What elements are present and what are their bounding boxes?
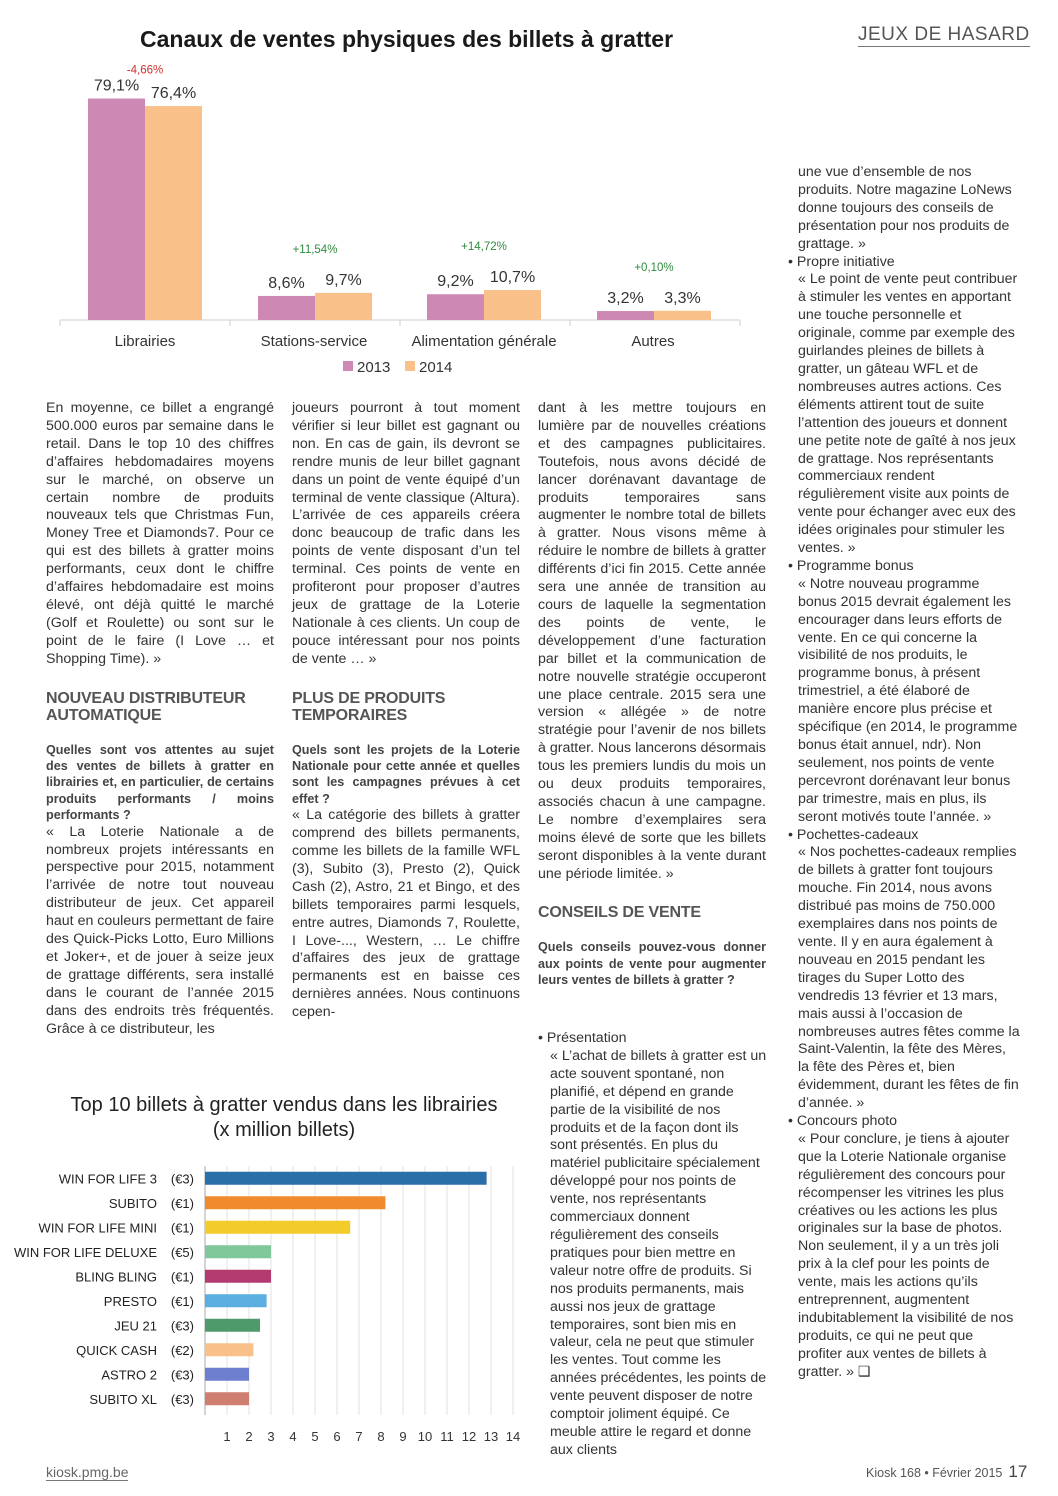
bullet-heading: • Programme bonus <box>788 557 914 574</box>
data-label-2013: 8,6% <box>268 274 305 292</box>
bullet-text: « L’achat de billets à gratter est un acte souvent spontané, non planifié, et dépend en grande partie de la visibilité de nos produits et de la façon dont ils sont présentés. En plus du matériel publicitaire spécialement développé pour nos points de vente, nos représentants commerciaux donnent régulièrement des conseils pratiques pour bien mettre en valeur notre offre de produits. Si nos produits permanents, mais aussi nos jeux de grattage temporaires, sont bien mis en valeur, cela ne peut que stimuler les ventes. Tout comme les années précédentes, les points de vente peuvent disposer de notre comptoir joliment équipé. Ce meuble attire le regard et donne aux clients <box>550 1047 767 1458</box>
bullet-heading: • Pochettes-cadeaux <box>788 826 919 843</box>
paragraph: dant à les mettre toujours en lumière par de nouvelles créations et des campagnes publicitaires. Toutefois, nous avons décidé de lancer dorénavant davantage de produits temporaires sans augmenter le nombre total de billets à gratter. Nous visons même à réduire le nombre de billets à gratter différents d’ici fin 2015. Cette année sera une année de transition au cours de laquelle la segmentation des points de vente, le développement d’une facturation par billet et la communication de notre nouvelle stratégie occuperont une place centrale. 2015 sera une version « allégée » de notre stratégie pour l’avenir de nos billets à gratter. Nous lancerons désormais tous les premiers lundis du mois un ou deux produits temporaires, associés chacun à une campagne. Le nombre d’exemplaires sera moins élevé de sorte que les billets seront disponibles à la vente durant une période limitée. » <box>538 400 766 882</box>
article-column-3-bullets <box>538 1030 768 1460</box>
bar-2014 <box>484 290 541 320</box>
bullet-text: « Le point de vente peut contribuer à stimuler les ventes en apportant une touche personnelle et originale, comme par exemple des guirlandes pleines de billets à gratter, un gâteau WFL et de nombreuses autres actions. Ces éléments attirent tout de suite l’attention des joueurs et donnent une petite note de gaîté à nos jeux de grattage. Nos représentants commerciaux rendent régulièrement visite aux points de vente pour échanger avec eux des idées originales pour stimuler les ventes. » <box>798 271 1018 557</box>
ticket-bar <box>205 1343 253 1356</box>
footer-site-link[interactable]: kiosk.pmg.be <box>46 1464 129 1480</box>
ticket-bar <box>205 1319 260 1332</box>
ticket-name-label: QUICK CASH <box>76 1342 157 1358</box>
change-label: -4,66% <box>126 64 164 77</box>
legend-swatch-2013 <box>343 361 353 371</box>
x-tick-label: 13 <box>483 1429 499 1444</box>
ticket-name-label: BLING BLING <box>75 1269 157 1285</box>
chart-title-line: (x million billets) <box>212 1119 356 1141</box>
change-label: +11,54% <box>292 243 338 256</box>
article-column-4 <box>788 164 1020 1382</box>
x-tick-label: 4 <box>289 1429 297 1444</box>
data-label-2013: 9,2% <box>437 273 474 291</box>
ticket-bar <box>205 1270 271 1283</box>
ticket-name-label: JEU 21 <box>114 1318 157 1334</box>
bar-2014 <box>315 293 372 320</box>
section-heading: NOUVEAU DISTRIBUTEUR AUTOMATIQUE <box>46 689 246 724</box>
ticket-name-label: WIN FOR LIFE 3 <box>58 1171 157 1187</box>
legend-label-2013: 2013 <box>357 359 391 376</box>
bar-2013 <box>597 311 654 320</box>
paragraph: « La catégorie des billets à gratter comprend des billets permanents, comme les billets de la famille WFL (3), Subito (3), Presto (2), Quick Cash (2), Astro, 21 et Bingo, et des billets temporaires parmi lesquels, entre autres, Diamonds 7, Roulette, I Love-..., Western, … Le chiffre d’affaires des jeux de grattage permanents est en baisse ces dernières années. Nous continuons cepen- <box>292 807 520 1021</box>
ticket-bar <box>205 1368 249 1381</box>
ticket-name-label: WIN FOR LIFE DELUXE <box>13 1244 157 1260</box>
bullet-heading: • Propre initiative <box>788 253 895 270</box>
chart-title-line: Top 10 billets à gratter vendus dans les librairies <box>70 1094 498 1116</box>
ticket-price-label: (€1) <box>170 1293 194 1309</box>
paragraph: En moyenne, ce billet a engrangé 500.000 euros par semaine dans le retail. Dans le top 10 des chiffres d’affaires hebdomadaires moyens sur le marché, on observe un certain nombre de produits nouveaux tels que Christmas Fun, Money Tree et Diamonds7. Pour ce qui est des billets à gratter moins performants, ceux dont le chiffre d’affaires hebdomadaire est moins élevé, ont déjà quitté le marché (Golf et Roulette) ou sont sur le point de le faire (I Love … et Shopping Time). » <box>46 400 274 667</box>
interview-question: Quels conseils pouvez-vous donner aux points de vente pour augmenter leurs ventes de billets à gratter ? <box>538 940 766 988</box>
ticket-price-label: (€2) <box>170 1342 194 1358</box>
ticket-bar <box>205 1245 271 1258</box>
ticket-bar <box>205 1294 267 1307</box>
interview-question: Quels sont les projets de la Loterie Nationale pour cette année et quelles sont les campagnes prévues à cet effet ? <box>292 742 520 806</box>
article-column-3 <box>538 400 766 989</box>
ticket-price-label: (€1) <box>170 1195 194 1211</box>
x-tick-label: 10 <box>417 1429 433 1444</box>
sales-channel-chart <box>0 40 760 390</box>
section-tag: JEUX DE HASARD <box>858 24 1030 45</box>
top10-tickets-chart <box>0 1080 525 1450</box>
x-tick-label: 2 <box>245 1429 253 1444</box>
paragraph: joueurs pourront à tout moment vérifier si leur billet est gagnant ou non. En cas de gain, ils devront se rendre munis de leur billet gagnant dans un point de vente équipé d’un terminal de vente classique (Altura). L’arrivée de ces appareils créera donc beaucoup de trafic dans les points de vente disposant d’un tel terminal. Ces points de vente en profiteront pour proposer d’autres jeux de grattage de la Loterie Nationale à ces clients. Un coup de pouce intéressant pour nos points de vente … » <box>292 400 520 667</box>
ticket-name-label: PRESTO <box>103 1293 157 1309</box>
ticket-name-label: WIN FOR LIFE MINI <box>38 1220 157 1236</box>
ticket-name-label: SUBITO <box>108 1195 157 1211</box>
x-tick-label: 6 <box>333 1429 341 1444</box>
ticket-name-label: ASTRO 2 <box>101 1367 157 1383</box>
ticket-bar <box>205 1221 350 1234</box>
ticket-price-label: (€3) <box>170 1171 194 1187</box>
footer-issue <box>866 1462 1027 1482</box>
ticket-bar <box>205 1392 249 1405</box>
x-tick-label: 5 <box>311 1429 319 1444</box>
x-tick-label: 11 <box>440 1429 454 1444</box>
bar-2013 <box>258 296 315 320</box>
bullet-heading: • Présentation <box>538 1030 627 1046</box>
ticket-price-label: (€3) <box>170 1318 194 1334</box>
category-label: Alimentation générale <box>411 333 557 350</box>
data-label-2013: 3,2% <box>607 290 644 308</box>
article-column-1 <box>46 400 274 1039</box>
page-number: 17 <box>1008 1462 1028 1481</box>
change-label: +14,72% <box>461 241 507 254</box>
x-tick-label: 9 <box>399 1429 407 1444</box>
data-label-2014: 3,3% <box>664 289 701 307</box>
ticket-name-label: SUBITO XL <box>89 1391 157 1407</box>
data-label-2013: 79,1% <box>93 77 140 95</box>
x-tick-label: 12 <box>461 1429 477 1444</box>
ticket-price-label: (€3) <box>170 1367 194 1383</box>
data-label-2014: 9,7% <box>325 271 362 289</box>
interview-question: Quelles sont vos attentes au sujet des ventes de billets à gratter en librairies et, en particulier, de certains produits performants / moins performants ? <box>46 742 274 823</box>
x-tick-label: 7 <box>355 1429 363 1444</box>
x-tick-label: 1 <box>223 1429 231 1444</box>
category-label: Librairies <box>114 333 176 350</box>
bullet-text: « Notre nouveau programme bonus 2015 devrait également les encourager dans leurs efforts de vente. En ce qui concerne la visibilité de nos produits, le programme bonus, à présent trimestriel, a été élaboré de manière encore plus précise et spécifique (en 2014, le programme bonus était annuel, ndr). Non seulement, nos points de vente percevront dorénavant leur bonus par trimestre, mais en plus, ils seront motivés toute l’année. » <box>798 575 1018 825</box>
ticket-price-label: (€1) <box>170 1220 194 1236</box>
ticket-bar <box>205 1172 487 1185</box>
x-tick-label: 8 <box>377 1429 385 1444</box>
ticket-price-label: (€5) <box>170 1244 194 1260</box>
section-heading: CONSEILS DE VENTE <box>538 904 701 922</box>
bullet-text: « Pour conclure, je tiens à ajouter que la Loterie Nationale organise régulièrement des concours pour récompenser les vitrines les plus créatives ou les actions les plus originales sur la base de photos. Non seulement, il y a un très joli prix à la clef pour les points de vente, mais les actions qu’ils entreprennent, augmentent indubitablement la visibilité de nos produits, ce qui ne peut que profiter aux ventes de billets à gratter. » ❑ <box>798 1130 1014 1380</box>
legend-swatch-2014 <box>405 361 415 371</box>
paragraph: « La Loterie Nationale a de nombreux projets intéressants en perspective pour 2015, notamment l’arrivée de notre tout nouveau distributeur de jeux. Cet appareil haut en couleurs permettant de faire des Quick-Picks Lotto, Euro Millions et Joker+, et de jouer à seize jeux de grattage différents, sera installé dans le courant de l’année 2015 dans des endroits très fréquentés. Grâce à ce distributeur, les <box>46 823 274 1037</box>
ticket-bar <box>205 1196 385 1209</box>
issue-label: Kiosk 168 • Février 2015 <box>866 1466 1003 1480</box>
bar-2013 <box>427 294 484 320</box>
ticket-price-label: (€1) <box>170 1269 194 1285</box>
chart-title: Canaux de ventes physiques des billets à gratter <box>140 26 674 52</box>
paragraph: une vue d’ensemble de nos produits. Notre magazine LoNews donne toujours des conseils de présentation pour nos produits de grattage. » <box>798 164 1012 252</box>
bar-2014 <box>654 311 711 320</box>
change-label: +0,10% <box>634 261 674 274</box>
bullet-heading: • Concours photo <box>788 1113 898 1130</box>
bar-2013 <box>88 99 145 320</box>
x-tick-label: 3 <box>267 1429 275 1444</box>
ticket-price-label: (€3) <box>170 1391 194 1407</box>
article-column-2 <box>292 400 520 1022</box>
legend-label-2014: 2014 <box>419 359 453 376</box>
bullet-text: « Nos pochettes-cadeaux remplies de billets à gratter font toujours mouche. Fin 2014, nous avons distribué pas moins de 750.000 exemplaires dans nos points de vente. Il y en aura également à nouveau en 2015 pendant les tirages du Super Lotto des vendredis 13 février et 13 mars, mais aussi à l’occasion de nombreuses autres fêtes comme la Saint-Valentin, la fête des Mères, la fête des Pères et, bien évidemment, durant les fêtes de fin d’année. » <box>798 844 1020 1112</box>
data-label-2014: 10,7% <box>489 269 536 287</box>
category-label: Stations-service <box>260 333 368 350</box>
bar-2014 <box>145 106 202 320</box>
x-tick-label: 14 <box>505 1429 521 1444</box>
data-label-2014: 76,4% <box>150 85 197 103</box>
section-heading: PLUS DE PRODUITS TEMPORAIRES <box>292 689 446 724</box>
category-label: Autres <box>631 333 675 350</box>
